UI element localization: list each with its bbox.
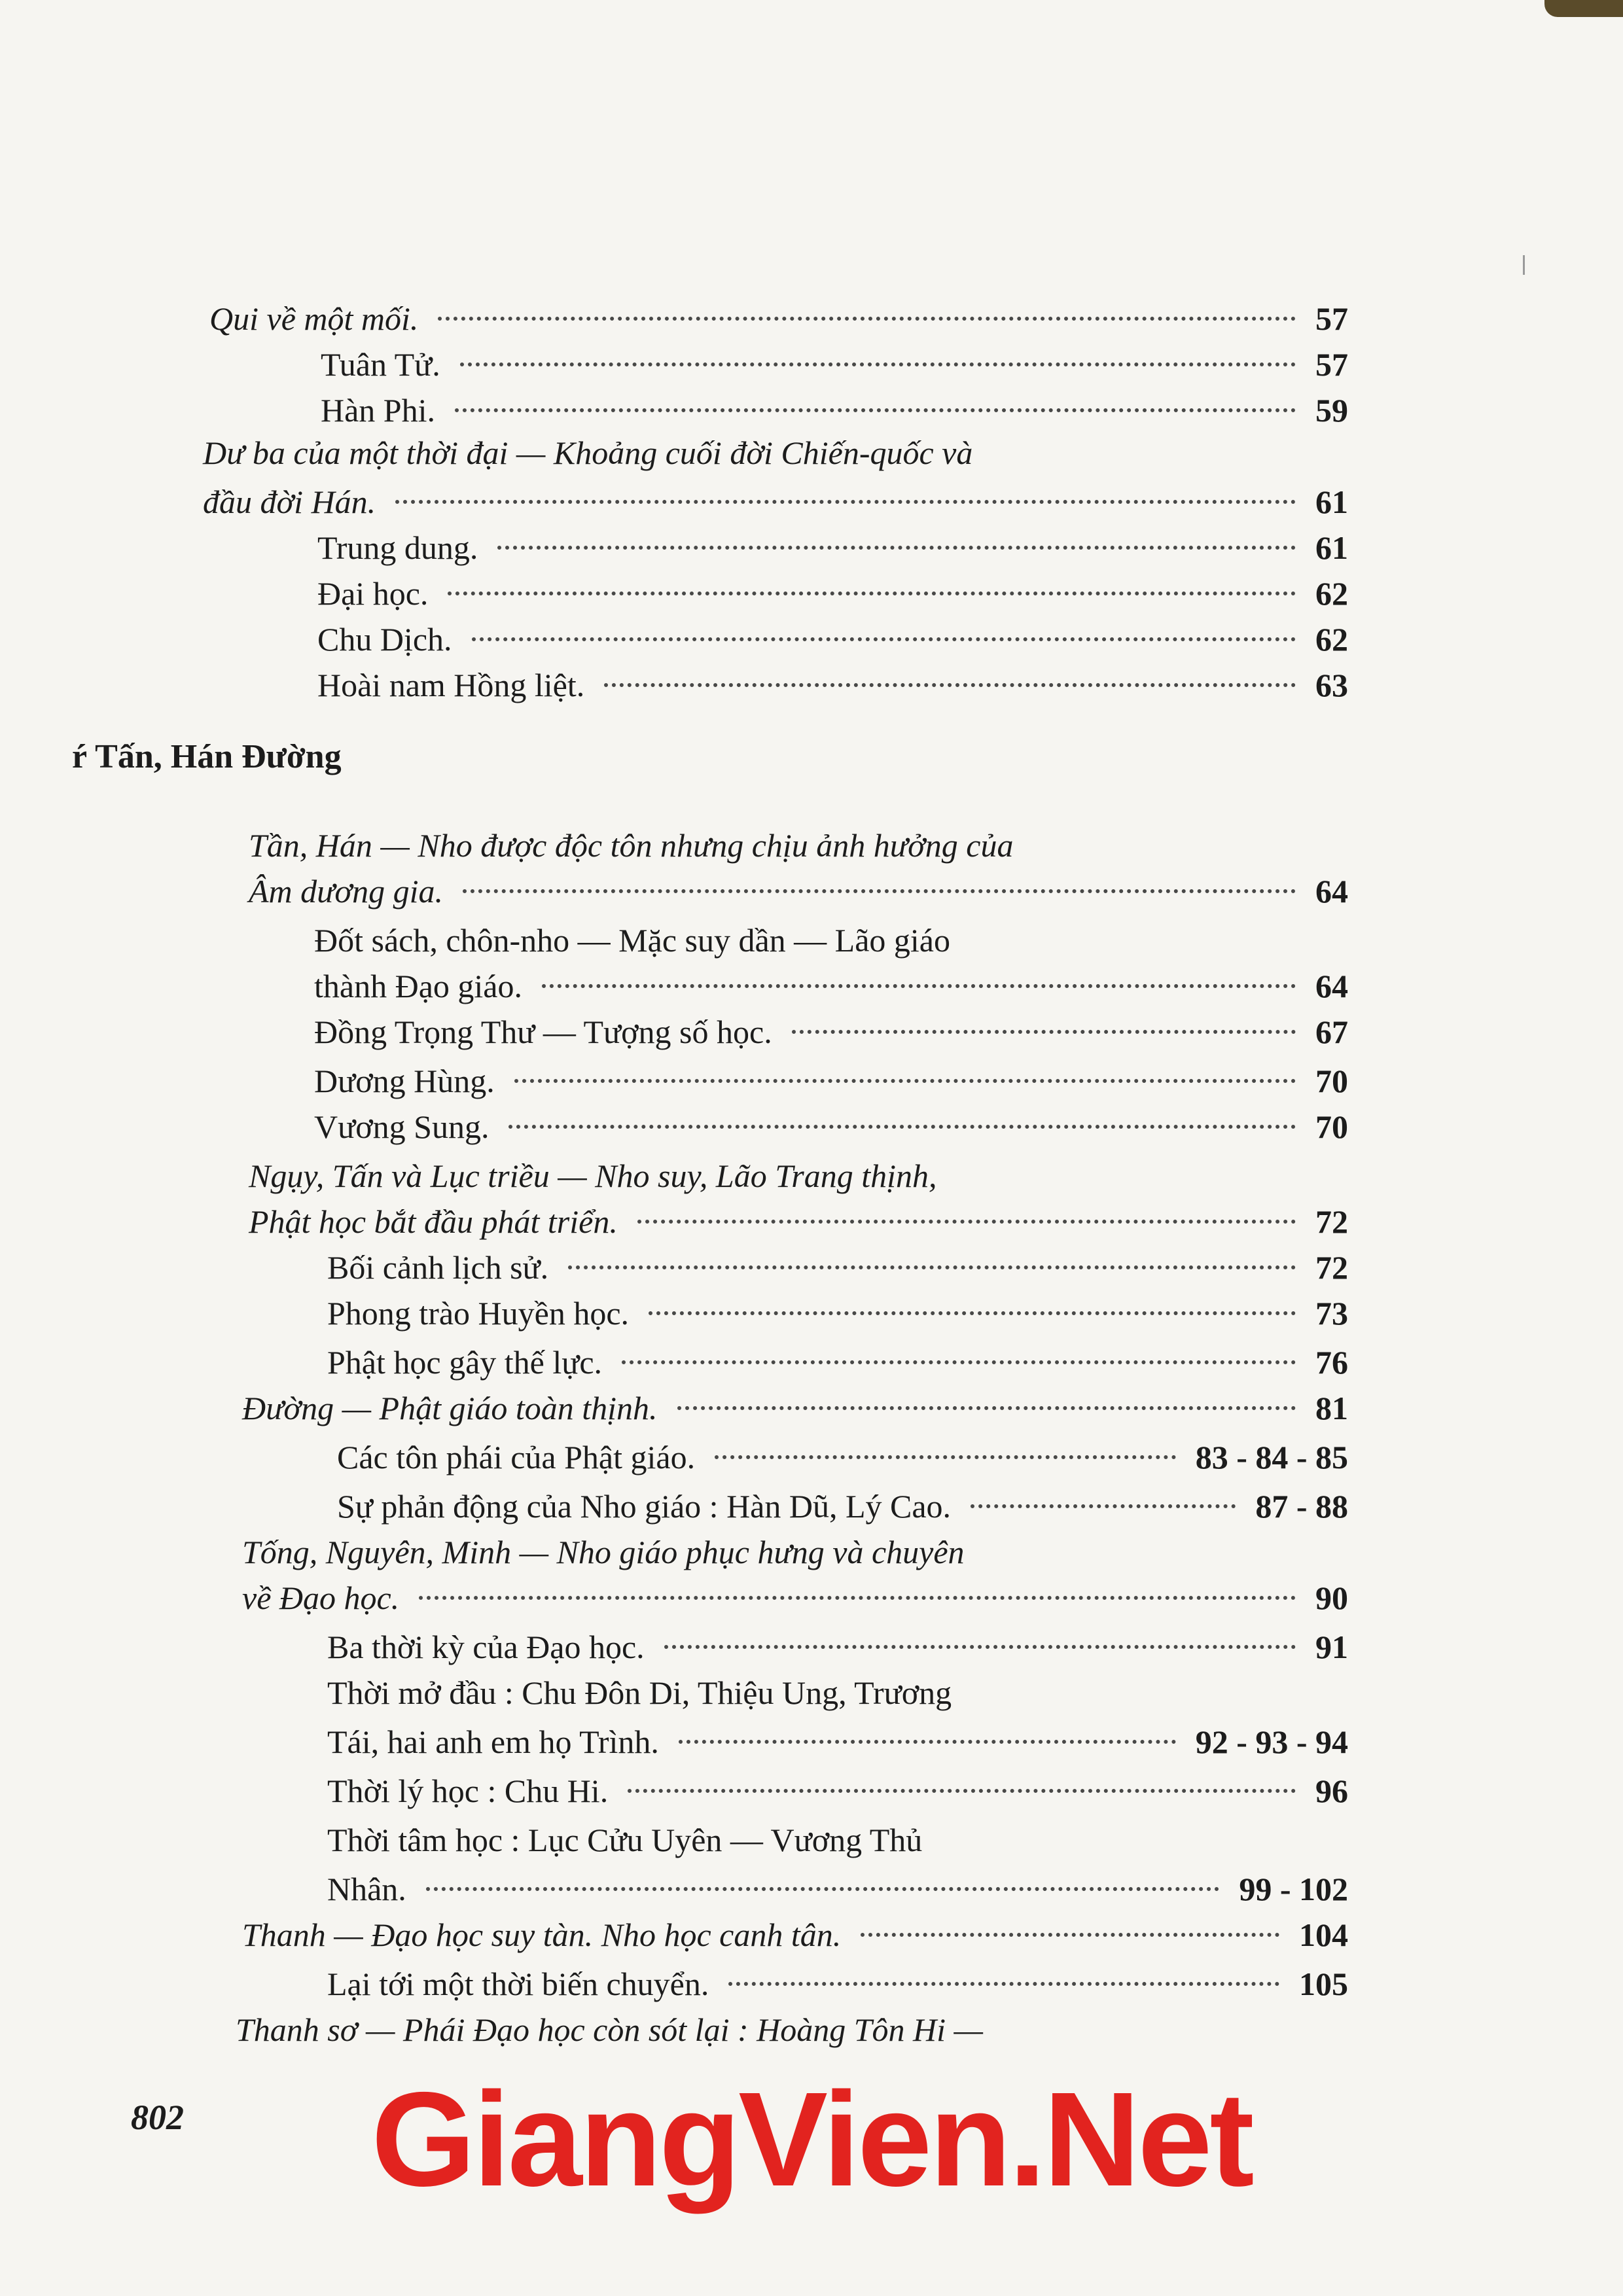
dot-leader <box>448 591 1296 595</box>
toc-entry-title: Đại học. <box>317 575 429 612</box>
toc-entry-title: Tống, Nguyên, Minh — Nho giáo phục hưng và chuyên <box>242 1534 965 1570</box>
toc-entry-page: 76 <box>1315 1344 1348 1381</box>
toc-entry <box>314 1106 1348 1148</box>
toc-entry <box>327 1292 1348 1334</box>
toc-entry-title: Bối cảnh lịch sử. <box>327 1249 549 1286</box>
dot-leader <box>542 983 1296 988</box>
toc-entry-page: 73 <box>1315 1295 1348 1332</box>
toc-entry-page: 70 <box>1315 1063 1348 1099</box>
toc-entry-page: 105 <box>1299 1966 1348 2002</box>
dot-leader <box>637 1219 1296 1224</box>
toc-entry-page: 96 <box>1315 1773 1348 1809</box>
dot-leader <box>395 499 1296 504</box>
toc-entry <box>242 1531 965 1573</box>
dot-leader <box>568 1265 1296 1269</box>
toc-entry <box>314 1011 1348 1053</box>
toc-entry <box>236 2009 983 2051</box>
toc-entry <box>321 344 1348 385</box>
toc-entry-page: 62 <box>1315 575 1348 612</box>
dot-leader <box>622 1360 1296 1364</box>
toc-entry-title: Vương Sung. <box>314 1108 490 1145</box>
toc-entry <box>249 824 1013 866</box>
toc-entry <box>327 1246 1348 1288</box>
toc-entry-page: 87 - 88 <box>1255 1488 1348 1525</box>
dot-leader <box>861 1932 1279 1937</box>
toc-entry-title: Trung dung. <box>317 529 478 566</box>
dot-leader <box>472 637 1296 641</box>
section-title: ŕ Tấn, Hán Đường <box>72 738 342 775</box>
toc-entry-title: Đốt sách, chôn-nho — Mặc suy dần — Lão giáo <box>314 922 950 959</box>
toc-entry-title: đầu đời Hán. <box>203 484 376 520</box>
dot-leader <box>508 1124 1296 1129</box>
toc-entry-page: 104 <box>1299 1916 1348 1953</box>
toc-entry <box>249 870 1348 912</box>
dot-leader <box>792 1029 1296 1034</box>
toc-entry-title: Hoài nam Hồng liệt. <box>317 667 585 703</box>
toc-entry-page: 90 <box>1315 1580 1348 1616</box>
toc-entry-page: 67 <box>1315 1014 1348 1050</box>
dot-leader <box>604 682 1296 687</box>
toc-entry-title: Ba thời kỳ của Đạo học. <box>327 1629 645 1665</box>
dot-leader <box>679 1739 1176 1744</box>
dot-leader <box>649 1311 1296 1315</box>
toc-entry-title: Dư ba của một thời đại — Khoảng cuối đời Chiến-quốc và <box>203 434 973 471</box>
toc-entry <box>327 1721 1348 1763</box>
toc-entry-page: 62 <box>1315 621 1348 658</box>
toc-entry-title: Thanh sơ — Phái Đạo học còn sót lại : Hoàng Tôn Hi — <box>236 2011 983 2048</box>
dot-leader <box>664 1644 1296 1649</box>
toc-entry-page: 83 - 84 - 85 <box>1195 1439 1348 1475</box>
toc-entry-title: Thanh — Đạo học suy tàn. Nho học canh tân. <box>242 1916 842 1953</box>
toc-entry-title: Các tôn phái của Phật giáo. <box>337 1439 696 1475</box>
toc-entry-page: 72 <box>1315 1249 1348 1286</box>
toc-entry <box>314 919 950 961</box>
toc-entry-page: 61 <box>1315 484 1348 520</box>
toc-entry-title: thành Đạo giáo. <box>314 968 522 1004</box>
dot-leader <box>455 408 1296 412</box>
toc-entry <box>327 1819 922 1861</box>
toc-entry <box>209 298 1348 340</box>
page-corner-mark <box>1544 0 1623 17</box>
dot-leader <box>728 1981 1279 1986</box>
toc-entry <box>314 965 1348 1007</box>
toc-entry-page: 64 <box>1315 968 1348 1004</box>
toc-entry-page: 92 - 93 - 94 <box>1195 1723 1348 1760</box>
dot-leader <box>971 1504 1236 1508</box>
toc-entry-title: Tuân Tử. <box>321 346 440 383</box>
toc-entry <box>249 1201 1348 1243</box>
toc-entry <box>327 1770 1348 1812</box>
toc-entry <box>327 1341 1348 1383</box>
dot-leader <box>514 1078 1296 1083</box>
toc-entry <box>242 1914 1348 1956</box>
toc-entry <box>203 481 1348 523</box>
toc-entry <box>203 432 972 474</box>
toc-entry <box>249 1155 937 1197</box>
watermark-logo: GiangVien.Net <box>371 2064 1252 2214</box>
dot-leader <box>677 1405 1296 1410</box>
toc-entry-title: Phật học gây thế lực. <box>327 1344 603 1381</box>
toc-entry-title: Phong trào Huyền học. <box>327 1295 630 1332</box>
toc-entry-title: Ngụy, Tấn và Lục triều — Nho suy, Lão Trang thịnh, <box>249 1157 937 1194</box>
toc-entry <box>317 527 1348 569</box>
toc-entry-page: 99 - 102 <box>1239 1871 1348 1907</box>
toc-entry-title: Lại tới một thời biến chuyển. <box>327 1966 709 2002</box>
toc-entry-title: Tái, hai anh em họ Trình. <box>327 1723 659 1760</box>
toc-entry <box>337 1436 1348 1478</box>
toc-entry-title: Nhân. <box>327 1871 406 1907</box>
toc-entry-title: Sự phản động của Nho giáo : Hàn Dũ, Lý Cao. <box>337 1488 952 1525</box>
dot-leader <box>463 889 1296 893</box>
toc-entry-title: Dương Hùng. <box>314 1063 495 1099</box>
toc-entry <box>327 1672 952 1714</box>
toc-entry-title: Qui về một mối. <box>209 300 419 337</box>
toc-entry <box>317 664 1348 706</box>
toc-entry <box>337 1485 1348 1527</box>
toc-entry-title: Đường — Phật giáo toàn thịnh. <box>242 1390 658 1426</box>
toc-entry-title: về Đạo học. <box>242 1580 400 1616</box>
toc-entry-title: Tần, Hán — Nho được độc tôn nhưng chịu ảnh hưởng của <box>249 827 1014 864</box>
toc-entry-page: 91 <box>1315 1629 1348 1665</box>
toc-entry <box>317 618 1348 660</box>
toc-entry-page: 72 <box>1315 1203 1348 1240</box>
toc-entry <box>242 1577 1348 1619</box>
dot-leader <box>426 1886 1220 1891</box>
toc-entry <box>242 1387 1348 1429</box>
toc-entry-title: Phật học bắt đầu phát triển. <box>249 1203 618 1240</box>
toc-entry-page: 81 <box>1315 1390 1348 1426</box>
toc-entry <box>317 573 1348 614</box>
dot-leader <box>419 1595 1296 1600</box>
toc-entry-title: Hàn Phi. <box>321 392 435 429</box>
dot-leader <box>460 362 1296 366</box>
toc-entry <box>327 1868 1348 1910</box>
toc-entry-page: 70 <box>1315 1108 1348 1145</box>
toc-entry-title: Âm dương gia. <box>249 873 443 910</box>
toc-entry-page: 57 <box>1315 300 1348 337</box>
dot-leader <box>497 545 1296 550</box>
toc-entry-title: Đồng Trọng Thư — Tượng số học. <box>314 1014 772 1050</box>
toc-entry-page: 57 <box>1315 346 1348 383</box>
toc-entry <box>327 1626 1348 1668</box>
page-number: 802 <box>131 2098 184 2137</box>
dot-leader <box>628 1788 1296 1793</box>
toc-entry <box>321 389 1348 431</box>
toc-entry-page: 61 <box>1315 529 1348 566</box>
dot-leader <box>715 1455 1176 1459</box>
toc-entry-title: Thời tâm học : Lục Cửu Uyên — Vương Thủ <box>327 1822 923 1858</box>
toc-entry-title: Chu Dịch. <box>317 621 452 658</box>
edge-mark <box>1523 255 1525 275</box>
toc-entry-page: 63 <box>1315 667 1348 703</box>
toc-entry-page: 64 <box>1315 873 1348 910</box>
toc-entry <box>314 1060 1348 1102</box>
toc-entry <box>327 1963 1348 2005</box>
toc-entry-title: Thời lý học : Chu Hi. <box>327 1773 609 1809</box>
toc-entry-page: 59 <box>1315 392 1348 429</box>
toc-entry-title: Thời mở đầu : Chu Đôn Di, Thiệu Ung, Trương <box>327 1674 952 1711</box>
dot-leader <box>438 316 1296 321</box>
